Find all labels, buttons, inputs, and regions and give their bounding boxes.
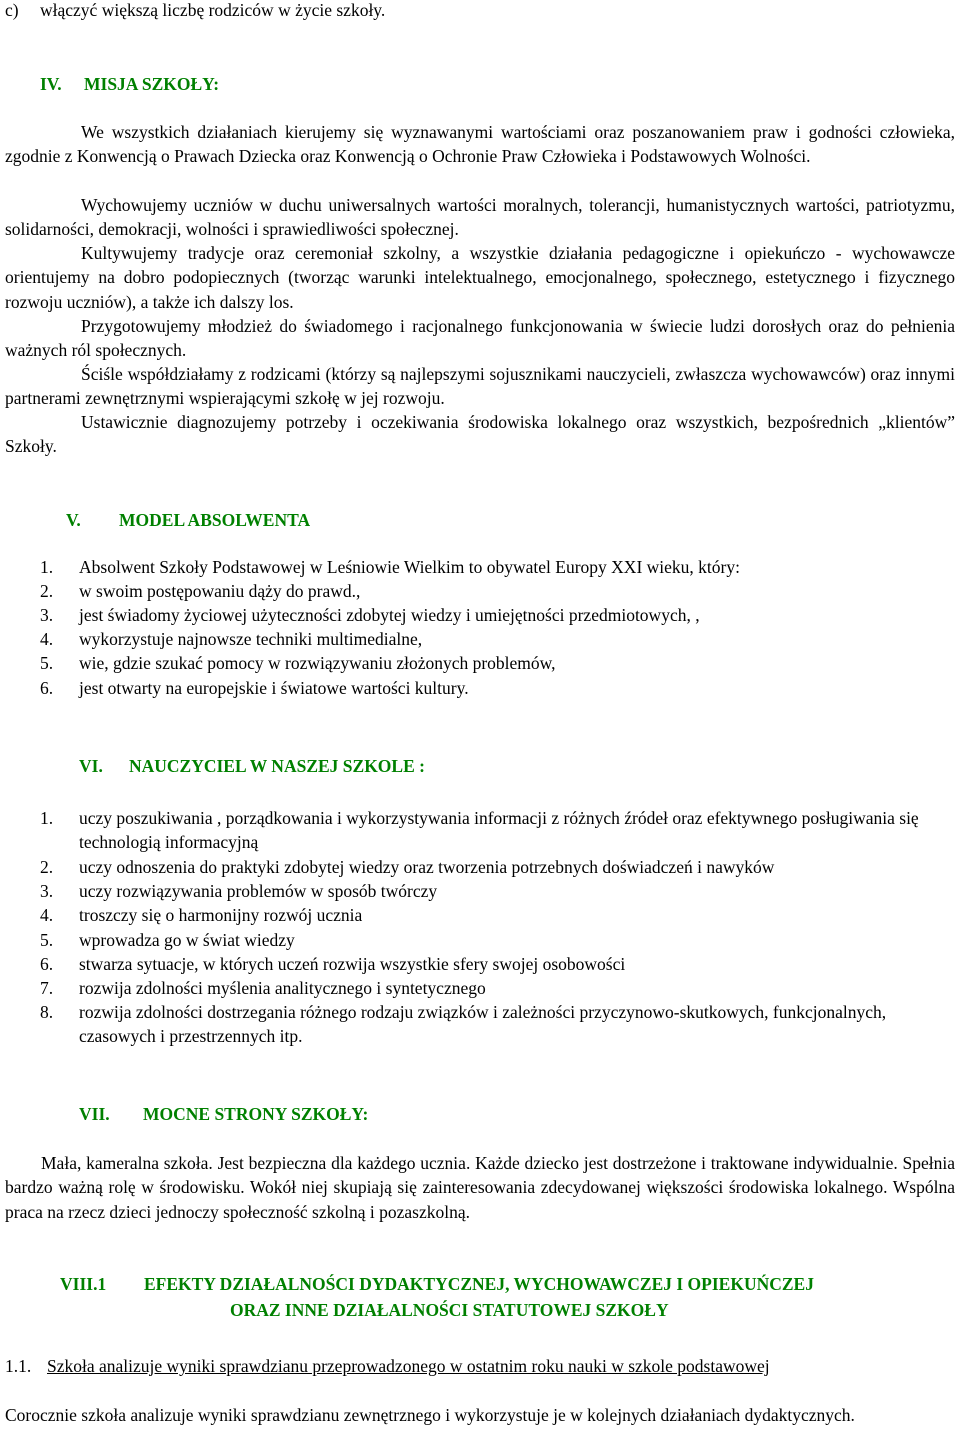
item-number: 3. (40, 605, 54, 625)
item-number: 1. (40, 808, 54, 828)
paragraph: Kultywujemy tradycje oraz ceremoniał szkolny, a wszystkie działania pedagogiczne i opiekuńczo - wychowawcze orientujemy na dobro podopiecznych (tworząc warunki intelektualnego, emocjonalnego, społecznego, estetycznego i fizycznego rozwoju uczniów), a także ich dalszy los. (5, 243, 955, 312)
item-number: 7. (40, 978, 54, 998)
item-number: 2. (40, 581, 54, 601)
section-title: MODEL ABSOLWENTA (119, 510, 311, 530)
item-number: 2. (40, 857, 54, 877)
item-number: 4. (40, 629, 54, 649)
list-item: wykorzystuje najnowsze techniki multimedialne, (79, 629, 423, 649)
section-number: VII. (79, 1104, 110, 1124)
section-number: VIII.1 (60, 1274, 107, 1294)
item-number: 4. (40, 905, 54, 925)
section-title: MISJA SZKOŁY: (84, 74, 220, 94)
item-number: 6. (40, 954, 54, 974)
list-item: wie, gdzie szukać pomocy w rozwiązywaniu złożonych problemów, (79, 653, 556, 673)
section-number: VI. (79, 756, 103, 776)
list-item: troszczy się o harmonijny rozwój ucznia (79, 905, 363, 925)
subsection-number: 1.1. (5, 1356, 32, 1376)
section-number: V. (66, 510, 81, 530)
list-item: włączyć większą liczbę rodziców w życie szkoły. (40, 0, 386, 20)
list-item: Absolwent Szkoły Podstawowej w Leśniowie Wielkim to obywatel Europy XXI wieku, który: (79, 557, 740, 577)
list-item: uczy rozwiązywania problemów w sposób twórczy (79, 881, 438, 901)
list-item: stwarza sytuacje, w których uczeń rozwija wszystkie sfery swojej osobowości (79, 954, 626, 974)
paragraph: Mała, kameralna szkoła. Jest bezpieczna dla każdego ucznia. Każde dziecko jest dostrzeżone i traktowane indywidualnie. Spełnia bardzo ważną rolę w środowisku. Wokół niej skupiają się zainteresowania zdecydowanej większości środowiska lokalnego. Wspólna praca na rzecz dzieci jednoczy społeczność szkolną i pozaszkolną. (5, 1153, 955, 1222)
paragraph: Przygotowujemy młodzież do świadomego i racjonalnego funkcjonowania w świecie ludzi dorosłych oraz do pełnienia ważnych ról społecznych. (5, 316, 955, 361)
item-number: 3. (40, 881, 54, 901)
item-number: 6. (40, 678, 54, 698)
list-item: uczy odnoszenia do praktyki zdobytej wiedzy oraz tworzenia potrzebnych doświadczeń i nawyków (79, 857, 775, 877)
paragraph: Ściśle współdziałamy z rodzicami (którzy są najlepszymi sojusznikami nauczycieli, zwłaszcza wychowawców) oraz innymi partnerami zewnętrznymi wspierającymi szkołę w jej rozwoju. (5, 364, 955, 409)
paragraph: Corocznie szkoła analizuje wyniki sprawdzianu zewnętrznego i wykorzystuje je w kolejnych działaniach dydaktycznych. (5, 1405, 855, 1425)
list-item: rozwija zdolności dostrzegania różnego rodzaju związków i zależności przyczynowo-skutkowych, funkcjonalnych, czasowych i przestrzennych itp. (79, 1002, 887, 1046)
list-marker: c) (5, 0, 19, 20)
paragraph: We wszystkich działaniach kierujemy się wyznawanymi wartościami oraz poszanowaniem praw i godności człowieka, zgodnie z Konwencją o Prawach Dziecka oraz Konwencją o Ochronie Praw Człowieka i Podstawowych Wolności. (5, 122, 955, 167)
section-title: MOCNE STRONY SZKOŁY: (143, 1104, 369, 1124)
item-number: 5. (40, 653, 54, 673)
paragraph: Wychowujemy uczniów w duchu uniwersalnych wartości moralnych, tolerancji, humanistycznych wartości, patriotyzmu, solidarności, demokracji, wolności i sprawiedliwości społecznej. (5, 195, 955, 240)
item-number: 5. (40, 930, 54, 950)
list-item: uczy poszukiwania , porządkowania i wykorzystywania informacji z różnych źródeł oraz efektywnego posługiwania się technologią informacyjną (79, 808, 919, 852)
subsection-title: Szkoła analizuje wyniki sprawdzianu przeprowadzonego w ostatnim roku nauki w szkole podstawowej (47, 1356, 770, 1376)
list-item: jest otwarty na europejskie i światowe wartości kultury. (79, 678, 469, 698)
section-number: IV. (40, 74, 62, 94)
item-number: 1. (40, 557, 54, 577)
list-item: jest świadomy życiowej użyteczności zdobytej wiedzy i umiejętności przedmiotowych, , (79, 605, 700, 625)
list-item: rozwija zdolności myślenia analitycznego i syntetycznego (79, 978, 486, 998)
paragraph: Ustawicznie diagnozujemy potrzeby i oczekiwania środowiska lokalnego oraz wszystkich, bezpośrednich „klientów” Szkoły. (5, 412, 955, 457)
list-item: wprowadza go w świat wiedzy (79, 930, 295, 950)
section-title-line-1: EFEKTY DZIAŁALNOŚCI DYDAKTYCZNEJ, WYCHOWAWCZEJ I OPIEKUŃCZEJ (144, 1274, 814, 1294)
list-item: w swoim postępowaniu dąży do prawd., (79, 581, 361, 601)
section-title-line-2: ORAZ INNE DZIAŁALNOŚCI STATUTOWEJ SZKOŁY (230, 1300, 669, 1320)
item-number: 8. (40, 1002, 54, 1022)
section-title: NAUCZYCIEL W NASZEJ SZKOLE : (129, 756, 425, 776)
